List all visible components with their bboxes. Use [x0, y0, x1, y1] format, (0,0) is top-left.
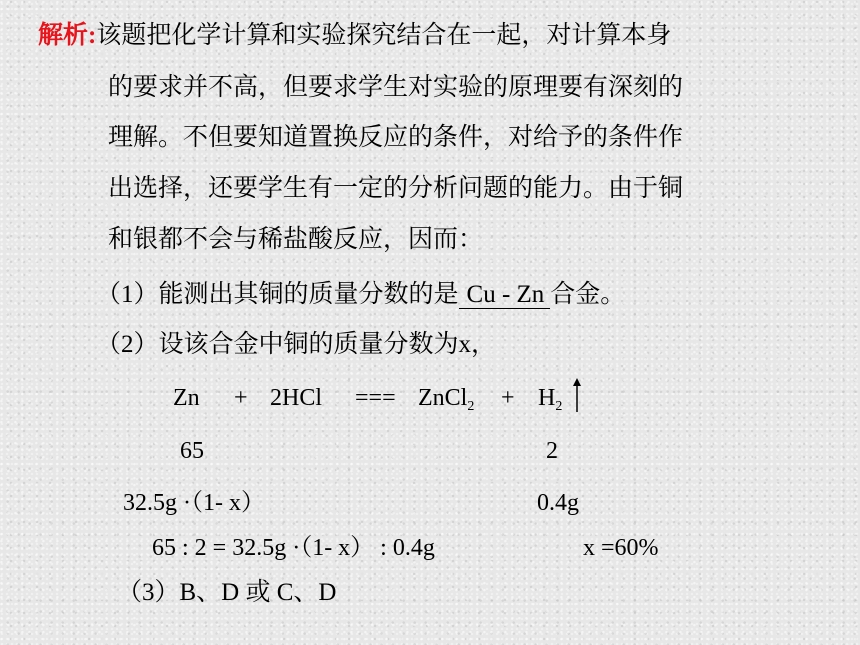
question-2-intro: （2）设该合金中铜的质量分数为x，	[96, 331, 497, 358]
analysis-line-5: 和银都不会与稀盐酸反应，因而：	[108, 226, 484, 253]
proportion-equation: 65 : 2 = 32.5g ·（1- x） : 0.4g	[152, 535, 435, 561]
analysis-line-1	[38, 20, 671, 52]
equation-reactant-zn: Zn	[173, 385, 200, 411]
result-value: x =60%	[583, 535, 659, 561]
analysis-line-2: 的要求并不高，但要求学生对实验的原理要有深刻的	[108, 74, 684, 101]
question-1-answer: Cu - Zn	[459, 282, 551, 309]
equation-yields: ===	[355, 385, 396, 411]
equation-product-h2	[538, 383, 562, 413]
ratio-h2: 2	[546, 438, 558, 464]
ratio-zn: 65	[180, 438, 204, 464]
equation-product-h-text: H	[538, 385, 556, 411]
question-1-suffix: 合金。	[550, 281, 626, 308]
equation-product-zncl2	[418, 383, 474, 413]
question-1-prefix: （1）能测出其铜的质量分数的是	[96, 281, 459, 308]
equation-product-zncl-text: ZnCl	[418, 385, 468, 411]
analysis-text-1: 该题把化学计算和实验探究结合在一起，对计算本身	[96, 22, 672, 49]
analysis-line-4: 出选择，还要学生有一定的分析问题的能力。由于铜	[108, 175, 684, 202]
gas-evolution-arrow-icon	[571, 378, 583, 412]
question-1	[96, 279, 625, 311]
mass-zn: 32.5g ·（1- x）	[123, 490, 265, 516]
equation-product-zncl-sub: 2	[467, 399, 475, 414]
analysis-label: 解析:	[38, 22, 97, 49]
equation-reactant-hcl: 2HCl	[270, 385, 323, 411]
equation-plus-1: +	[234, 385, 248, 411]
mass-h2: 0.4g	[537, 490, 579, 516]
equation-plus-2: +	[501, 385, 515, 411]
equation-product-h-sub: 2	[555, 399, 563, 414]
analysis-line-3: 理解。不但要知道置换反应的条件，对给予的条件作	[108, 124, 684, 151]
question-3: （3）B、D 或 C、D	[117, 579, 337, 606]
